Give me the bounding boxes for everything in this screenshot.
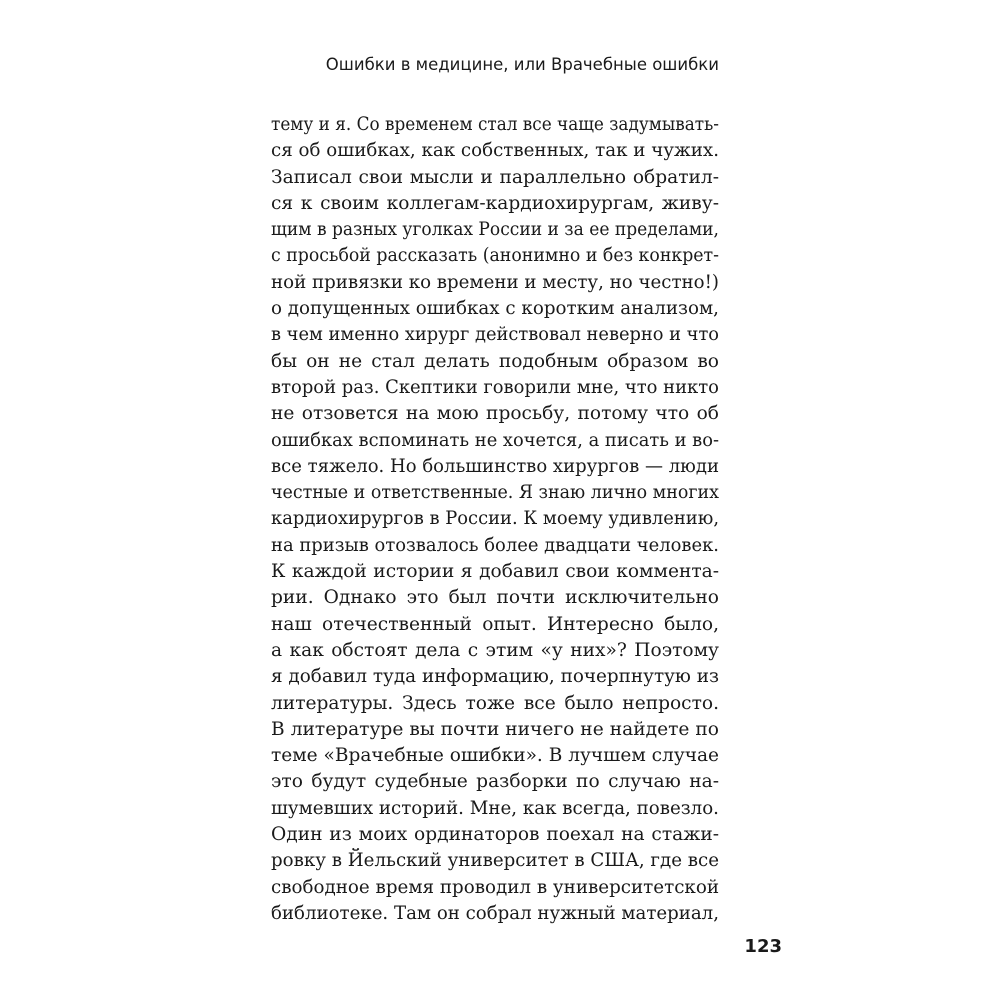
text-line: это будут судебные разборки по случаю на-: [271, 771, 719, 793]
text-line: шумевших историй. Мне, как всегда, повезло.: [271, 797, 719, 819]
text-line: а как обстоят дела с этим «у них»? Поэтому: [271, 639, 719, 661]
text-line: не отзовется на мою просьбу, потому что об: [271, 403, 719, 425]
text-line: щим в разных уголках России и за ее пределами,: [271, 219, 719, 241]
text-line: свободное время проводил в университетской: [271, 876, 720, 898]
text-line: честные и ответственные. Я знаю лично многих: [271, 482, 719, 504]
text-line: все тяжело. Но большинство хирургов — люди: [271, 455, 719, 477]
text-line: с просьбой рассказать (анонимно и без конкрет-: [271, 245, 720, 267]
text-line: Один из моих ординаторов поехал на стажи-: [271, 824, 719, 846]
text-line: ся об ошибках, как собственных, так и чужих.: [271, 140, 720, 162]
body-text: [271, 112, 719, 927]
text-line: рии. Однако это был почти исключительно: [271, 587, 719, 609]
text-line: ровку в Йельский университет в США, где все: [271, 850, 719, 872]
text-line: бы он не стал делать подобным образом во: [271, 350, 719, 372]
text-line: я добавил туда информацию, почерпнутую из: [271, 666, 720, 688]
text-line: теме «Врачебные ошибки». В лучшем случае: [271, 745, 720, 767]
text-line: В литературе вы почти ничего не найдете по: [271, 718, 719, 740]
text-line: литературы. Здесь тоже все было непросто.: [271, 692, 719, 714]
text-line: второй раз. Скептики говорили мне, что никто: [271, 376, 719, 398]
text-line: библиотеке. Там он собрал нужный материал,: [271, 902, 719, 924]
text-line: Записал свои мысли и параллельно обратил-: [271, 166, 719, 188]
text-line: ошибках вспоминать не хочется, а писать и во-: [271, 429, 720, 451]
page-number: 123: [744, 936, 782, 957]
text-line: кардиохирургов в России. К моему удивлению,: [271, 508, 720, 530]
text-line: К каждой истории я добавил свои коммента-: [271, 561, 719, 583]
running-header: Ошибки в медицине, или Врачебные ошибки: [325, 55, 719, 74]
text-line: на призыв отозвалось более двадцати человек.: [271, 534, 720, 556]
text-line: тему и я. Со временем стал все чаще задумывать-: [271, 114, 719, 135]
text-line: в чем именно хирург действовал неверно и что: [271, 324, 720, 346]
text-line: наш отечественный опыт. Интересно было,: [271, 613, 719, 635]
text-line: ся к своим коллегам-кардиохирургам, живу-: [271, 192, 719, 214]
text-line: о допущенных ошибках с коротким анализом,: [271, 298, 719, 320]
text-line: ной привязки ко времени и месту, но честно!): [271, 271, 719, 293]
